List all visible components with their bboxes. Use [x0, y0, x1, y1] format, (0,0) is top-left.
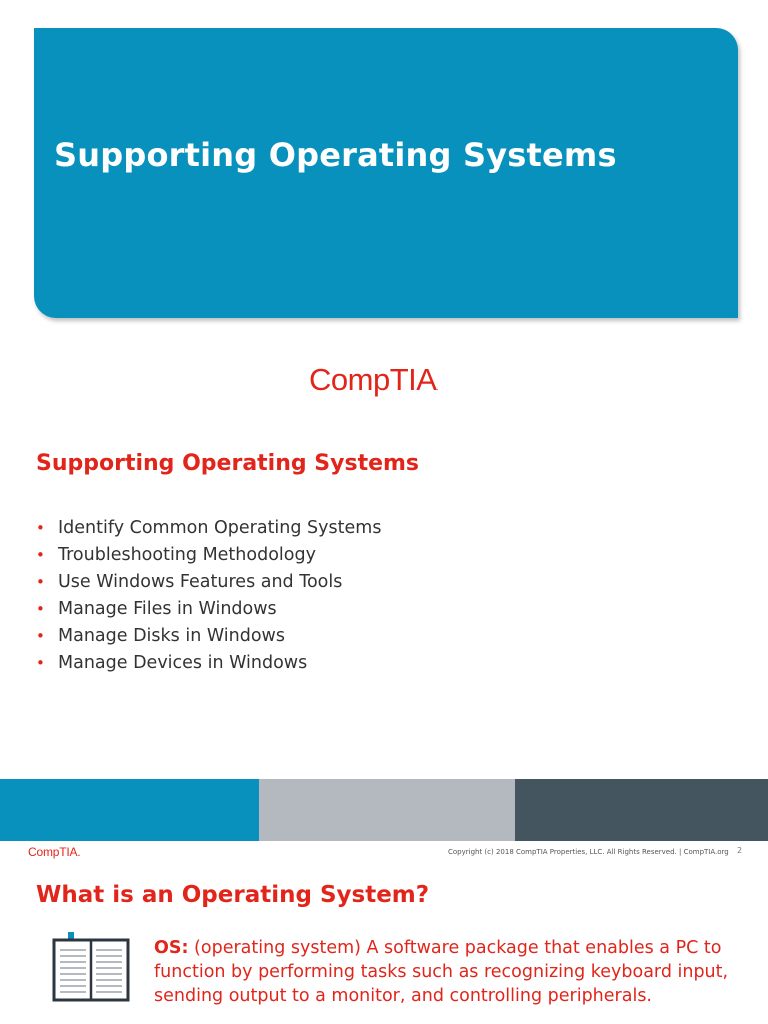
agenda-item-text: Manage Devices in Windows [58, 653, 308, 673]
footer-band-slate [515, 779, 768, 841]
agenda-item [36, 626, 381, 653]
agenda-list [36, 518, 381, 680]
agenda-item [36, 545, 381, 572]
agenda-item-text: Manage Disks in Windows [58, 626, 285, 646]
footer-band-gray [259, 779, 515, 841]
slide-title: Supporting Operating Systems [54, 136, 617, 174]
page-number: 2 [737, 846, 743, 855]
os-term: OS: [154, 938, 189, 958]
bullet-icon: • [36, 546, 45, 564]
agenda-item-text: Troubleshooting Methodology [58, 545, 316, 565]
title-banner [34, 28, 738, 318]
bullet-icon: • [36, 600, 45, 618]
os-definition [154, 936, 754, 1008]
book-icon [52, 932, 130, 1002]
copyright-notice: Copyright (c) 2018 CompTIA Properties, LLC. All Rights Reserved. | CompTIA.org [448, 848, 729, 856]
comptia-logo [309, 362, 438, 398]
os-definition-text: (operating system) A software package that enables a PC to function by performing tasks such as recognizing keyboard input, sending output to a monitor, and controlling peripherals. [154, 938, 729, 1006]
bullet-icon: • [36, 573, 45, 591]
agenda-item-text: Use Windows Features and Tools [58, 572, 343, 592]
agenda-item [36, 572, 381, 599]
section-heading: What is an Operating System? [36, 882, 430, 908]
bullet-icon: • [36, 654, 45, 672]
agenda-item-text: Manage Files in Windows [58, 599, 277, 619]
agenda-item [36, 653, 381, 680]
comptia-logo-mark: . [436, 383, 439, 392]
agenda-heading: Supporting Operating Systems [36, 451, 420, 476]
footer-comptia-logo: CompTIA. [28, 845, 81, 859]
agenda-item-text: Identify Common Operating Systems [58, 518, 382, 538]
agenda-item [36, 518, 381, 545]
footer-band-blue [0, 779, 259, 841]
comptia-logo-text: CompTIA [309, 362, 437, 397]
bullet-icon: • [36, 627, 45, 645]
agenda-item [36, 599, 381, 626]
bullet-icon: • [36, 519, 45, 537]
